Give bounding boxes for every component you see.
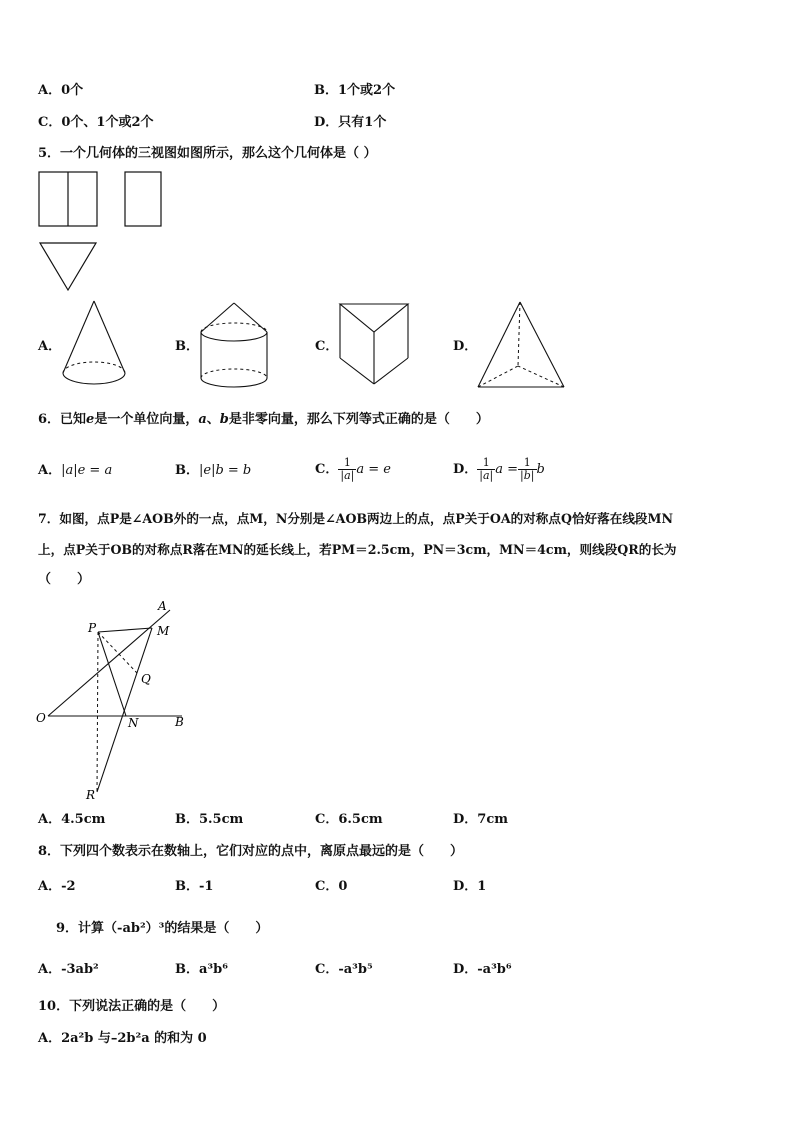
q9-option-c: C．-a³b⁵ — [315, 962, 373, 977]
q6-option-d: D． $\frac{1}{|a|}$ a = $\frac{1}{|b|}$ b — [453, 456, 545, 482]
q9-option-b: B．a³b⁶ — [175, 962, 228, 977]
q7-label-p: P — [88, 621, 97, 635]
q4-option-a: A．0个 — [38, 83, 84, 98]
q6-option-a: A．|a|e = a — [38, 463, 113, 478]
q6-stem: 6．已知e是一个单位向量，a、b是非零向量，那么下列等式正确的是（ ） — [38, 412, 489, 427]
q5-cone-figure — [58, 298, 130, 390]
q7-option-a: A．4.5cm — [38, 812, 106, 827]
q6-vector-e: e — [86, 412, 95, 427]
q7-label-r: R — [86, 788, 96, 802]
q6-option-b: B．|e|b = b — [175, 463, 252, 478]
q10-option-a: A．2a²b 与–2b²a 的和为 0 — [38, 1031, 207, 1046]
q5-option-d: D． — [453, 339, 478, 354]
q9-stem: 9．计算（-ab²）³的结果是（ ） — [56, 921, 269, 936]
q5-prism-figure — [336, 300, 412, 388]
q8-option-a: A．-2 — [38, 879, 76, 894]
q8-option-b: B．-1 — [175, 879, 214, 894]
q7-geometry-figure — [30, 596, 200, 806]
q7-option-b: B．5.5cm — [175, 812, 244, 827]
q5-option-c: C． — [315, 339, 339, 354]
q4-option-d: D．只有1个 — [314, 115, 387, 130]
q9-option-d: D．-a³b⁶ — [453, 962, 512, 977]
q7-label-a: A — [158, 599, 167, 613]
q5-option-b: B． — [175, 339, 199, 354]
q6-option-d-fraction-a: $\frac{1}{|a|}$ — [479, 456, 494, 482]
q8-stem: 8．下列四个数表示在数轴上，它们对应的点中，离原点最远的是（ ） — [38, 844, 464, 859]
q7-label-b: B — [175, 715, 184, 729]
q5-stem: 5．一个几何体的三视图如图所示，那么这个几何体是（ ） — [38, 146, 377, 161]
q10-stem: 10．下列说法正确的是（ ） — [38, 999, 226, 1014]
q7-label-m: M — [157, 624, 170, 638]
q5-option-a: A． — [38, 339, 62, 354]
q8-option-c: C．0 — [315, 879, 348, 894]
q6-option-d-fraction-b: $\frac{1}{|b|}$ — [520, 456, 535, 482]
q7-option-c: C．6.5cm — [315, 812, 383, 827]
q4-option-c: C．0个、1个或2个 — [38, 115, 154, 130]
q6-option-c-fraction: $\frac{1}{|a|}$ — [340, 456, 355, 482]
q5-three-view-figure — [38, 170, 178, 295]
q8-option-d: D．1 — [453, 879, 487, 894]
q5-cylinder-cone-figure — [196, 300, 272, 392]
q7-stem-line2: 上，点P关于OB的对称点R落在MN的延长线上，若PM＝2.5cm，PN＝3cm，MN＝4cm，则线段QR的长为 — [38, 542, 677, 557]
q7-option-d: D．7cm — [453, 812, 508, 827]
q4-option-b: B．1个或2个 — [314, 83, 396, 98]
q6-vector-a: a — [198, 412, 207, 427]
q6-option-c: C． $\frac{1}{|a|}$ a = e — [315, 456, 391, 482]
q9-option-a: A．-3ab² — [38, 962, 99, 977]
q7-stem-line1: 7．如图，点P是∠AOB外的一点，点M，N分别是∠AOB两边上的点，点P关于OA的对称点Q恰好落在线段MN — [38, 511, 673, 526]
q6-vector-b: b — [219, 412, 229, 427]
q7-label-n: N — [128, 716, 139, 730]
q7-stem-line3: （ ） — [38, 572, 91, 587]
q5-pyramid-figure — [474, 298, 568, 392]
q7-label-o: O — [36, 711, 46, 725]
q7-label-q: Q — [141, 672, 151, 686]
